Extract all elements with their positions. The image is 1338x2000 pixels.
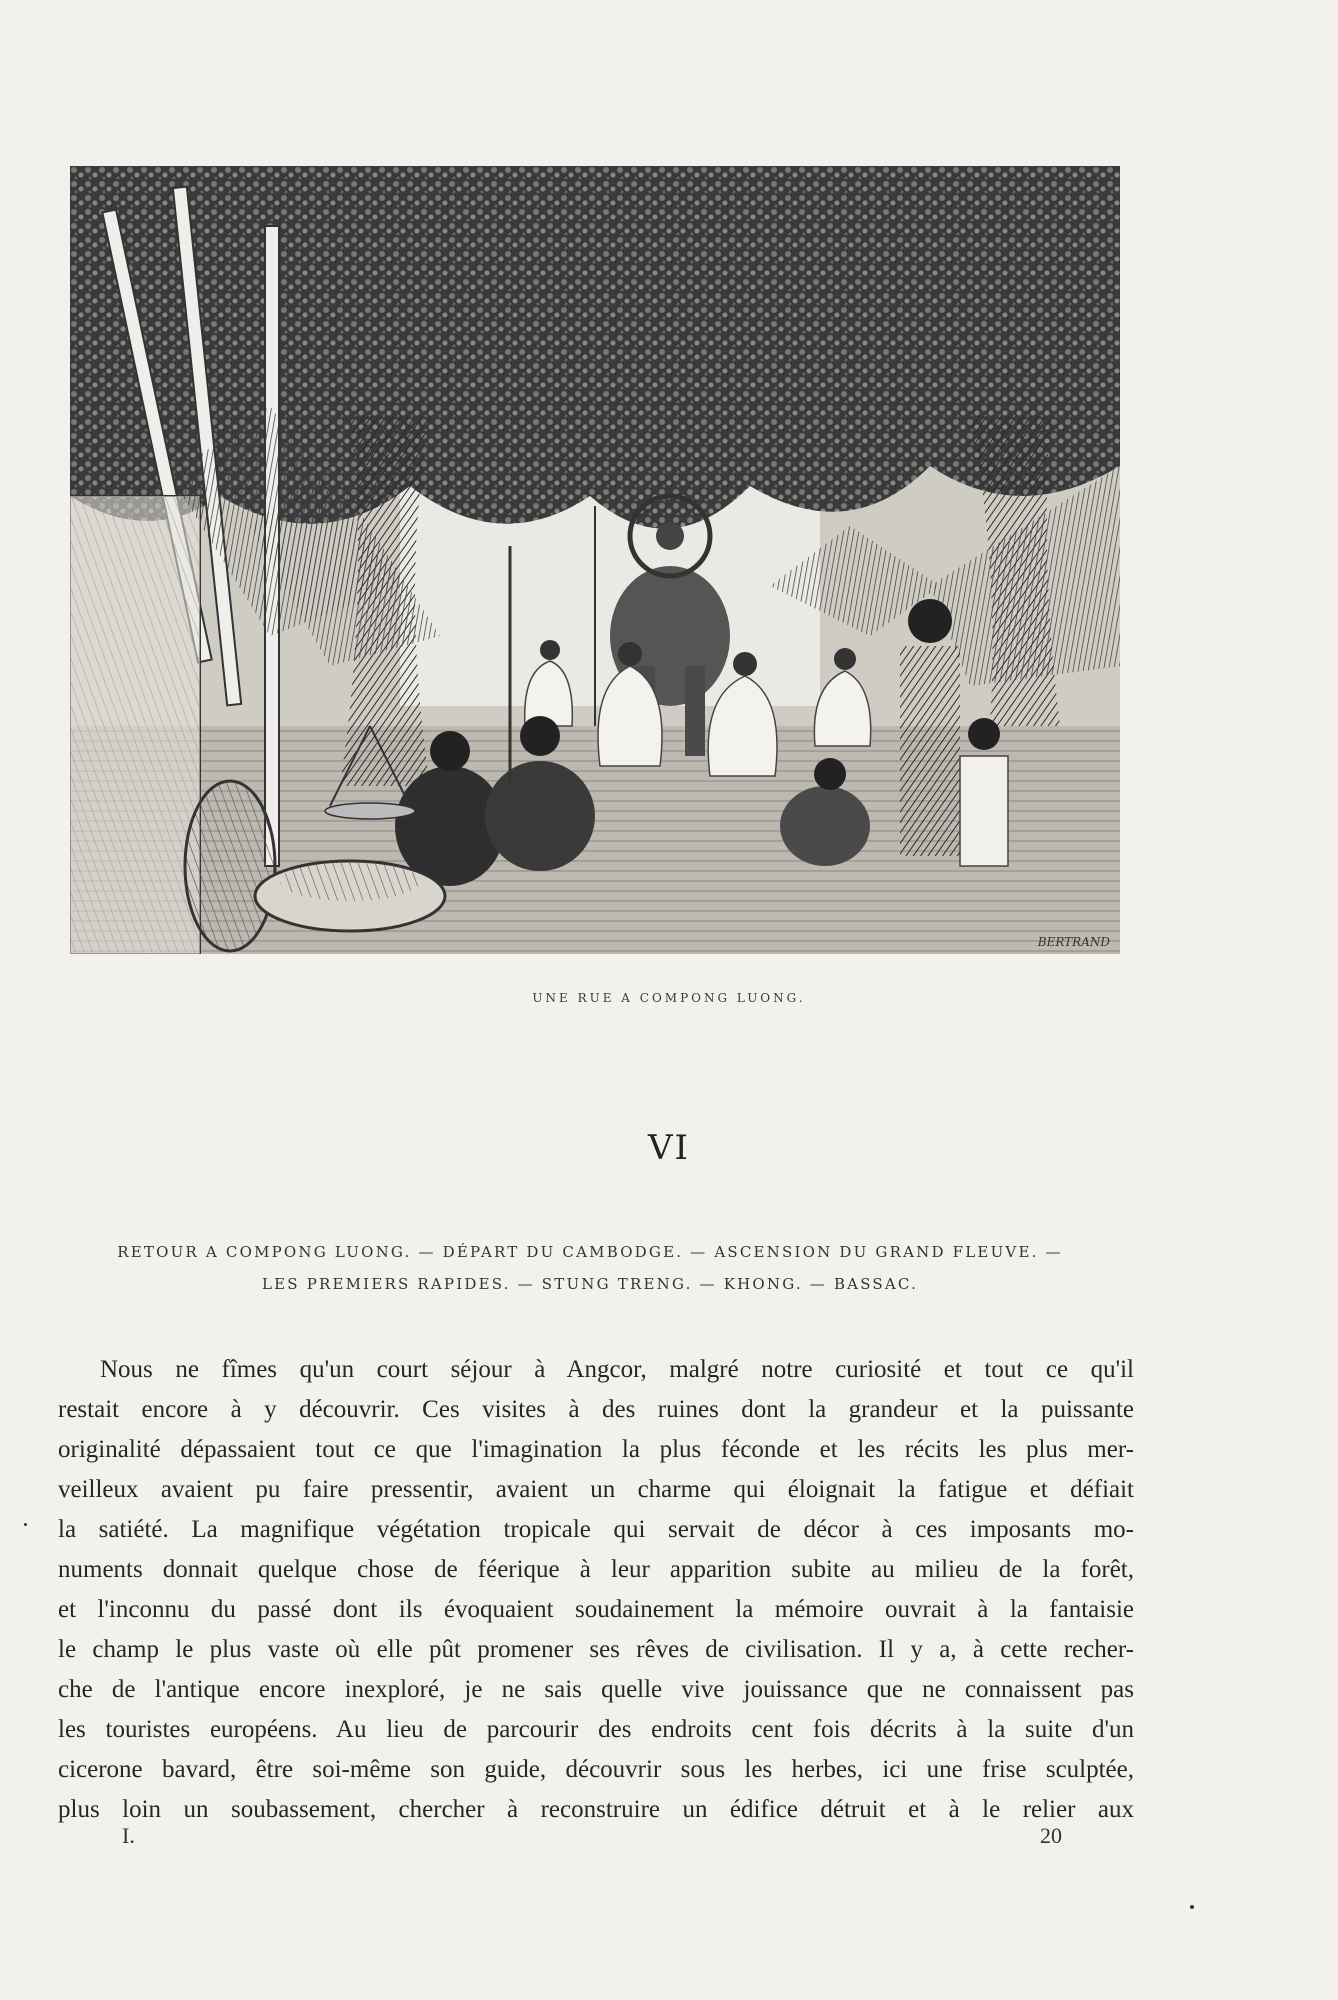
- page-number: 20: [1040, 1823, 1062, 1848]
- volume-number: I.: [122, 1823, 135, 1848]
- text-line: veilleux avaient pu faire pressentir, avaient un charme qui éloignait la fatigue et défiait: [58, 1476, 1134, 1503]
- summary-line: LES PREMIERS RAPIDES. — STUNG TRENG. — KHONG. — BASSAC.: [261, 1275, 919, 1293]
- text-line: cicerone bavard, être soi-même son guide, découvrir sous les herbes, ici une frise sculptée,: [58, 1756, 1134, 1783]
- engraving-illustration: [70, 166, 1120, 954]
- text-line: la satiété. La magnifique végétation tropicale qui servait de décor à ces imposants mo-: [58, 1516, 1134, 1543]
- text-line: les touristes européens. Au lieu de parcourir des endroits cent fois décrits à la suite d'un: [58, 1716, 1134, 1743]
- text-line: et l'inconnu du passé dont ils évoquaient soudainement la mémoire ouvrait à la fantaisie: [58, 1596, 1134, 1623]
- illustration-caption: UNE RUE A COMPONG LUONG.: [532, 991, 806, 1005]
- text-line: le champ le plus vaste où elle pût promener ses rêves de civilisation. Il y a, à cette recher-: [58, 1636, 1134, 1663]
- summary-line: RETOUR A COMPONG LUONG. — DÉPART DU CAMBODGE. — ASCENSION DU GRAND FLEUVE. —: [117, 1243, 1063, 1261]
- engraver-signature: BERTRAND: [1037, 935, 1110, 949]
- text-line: plus loin un soubassement, chercher à reconstruire un édifice détruit et à le relier aux: [58, 1796, 1134, 1823]
- paper-speck: [1190, 1905, 1194, 1909]
- chapter-summary: [60, 1236, 1120, 1300]
- text-line: Nous ne fîmes qu'un court séjour à Angcor, malgré notre curiosité et tout ce qu'il: [100, 1356, 1134, 1383]
- text-line: che de l'antique encore inexploré, je ne sais quelle vive jouissance que ne connaissent pas: [58, 1676, 1134, 1703]
- body-text: [58, 1350, 1134, 1830]
- chapter-number: VI: [648, 1128, 690, 1168]
- paper-speck: [24, 1523, 27, 1526]
- text-line: originalité dépassaient tout ce que l'imagination la plus féconde et les récits les plus mer-: [58, 1436, 1134, 1463]
- street-scene-image: [70, 166, 1120, 954]
- text-line: restait encore à y découvrir. Ces visites à des ruines dont la grandeur et la puissante: [58, 1396, 1134, 1423]
- text-line: numents donnait quelque chose de féerique à leur apparition subite au milieu de la forêt,: [58, 1556, 1134, 1583]
